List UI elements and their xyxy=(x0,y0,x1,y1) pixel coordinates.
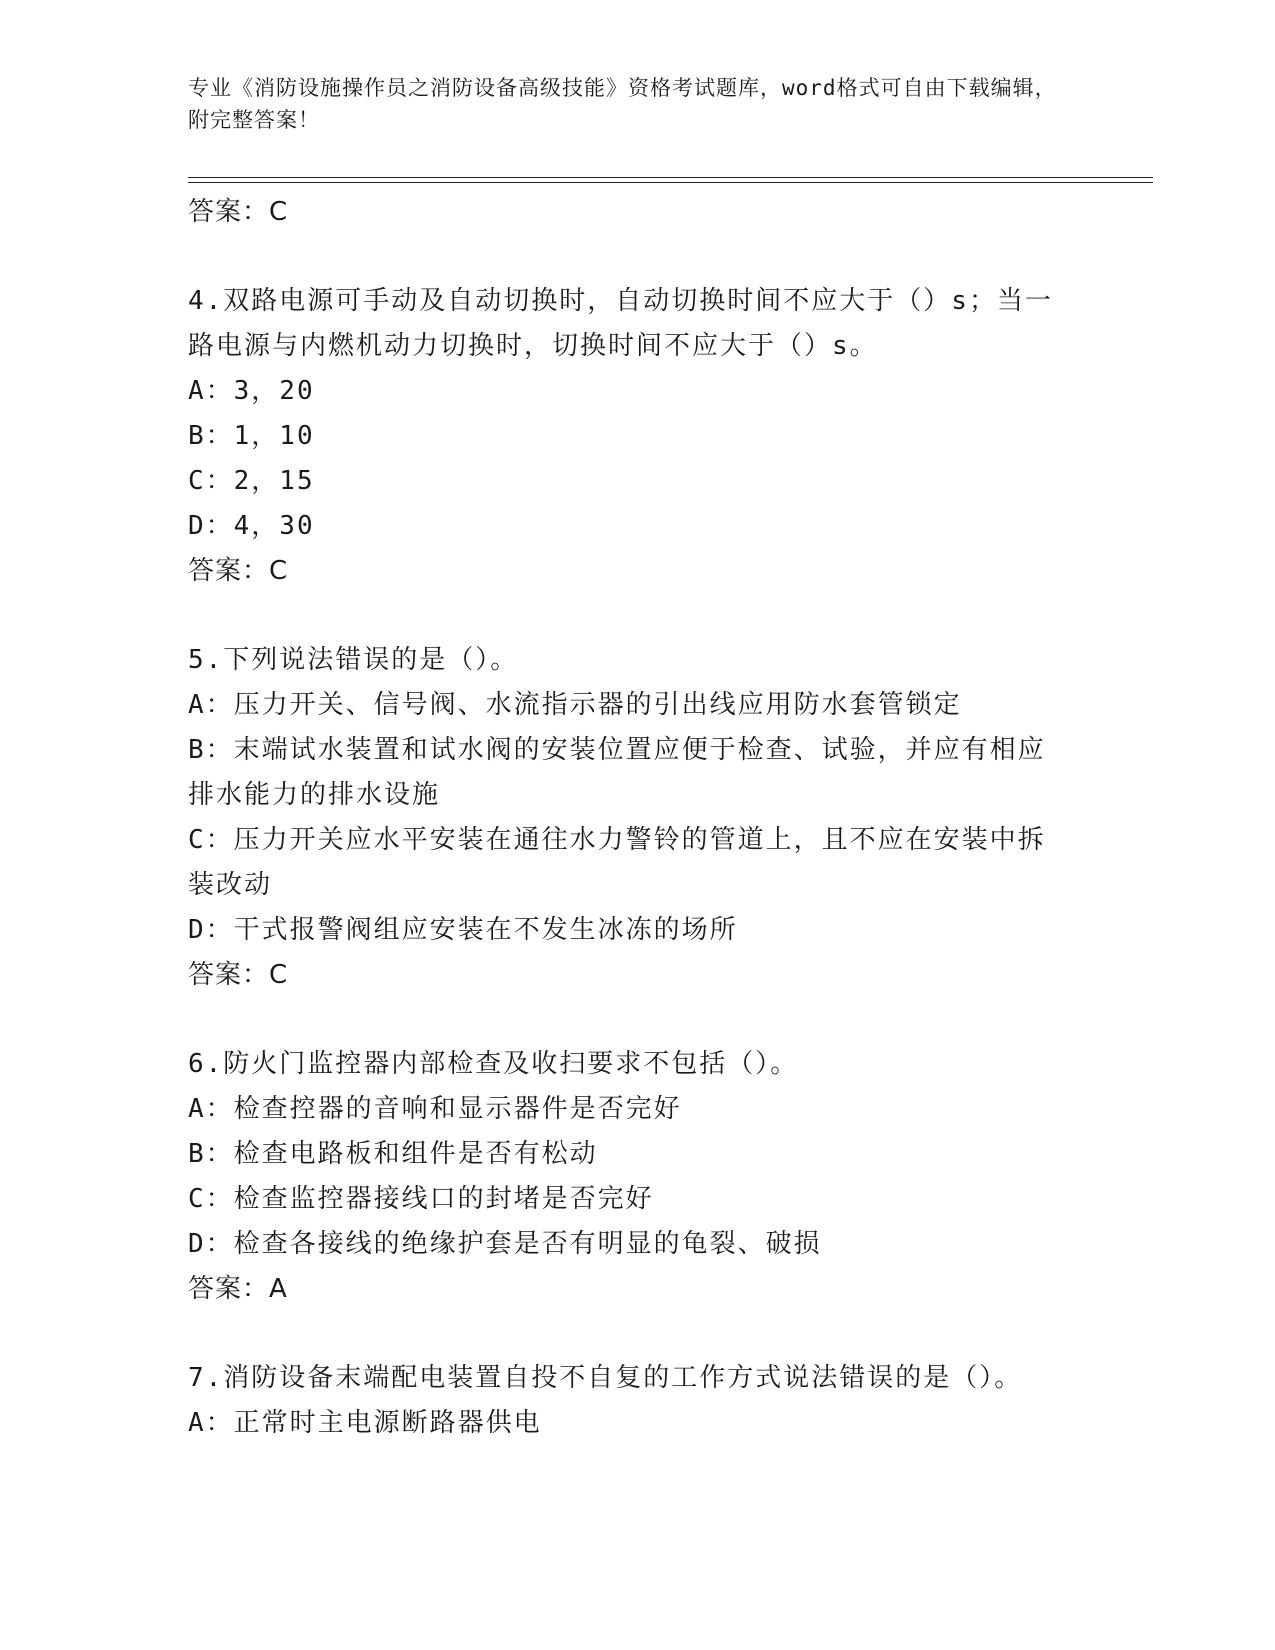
option-b: B：末端试水装置和试水阀的安装位置应便于检查、试验，并应有相应 xyxy=(188,735,1046,765)
option-a: A：检查控器的音响和显示器件是否完好 xyxy=(188,1094,682,1124)
question-stem: 6.防火门监控器内部检查及收扫要求不包括（）。 xyxy=(188,1049,799,1079)
option-b: B：1，10 xyxy=(188,421,315,451)
option-c-continued: 装改动 xyxy=(188,870,273,900)
question-stem: 路电源与内燃机动力切换时，切换时间不应大于（）s。 xyxy=(188,331,878,361)
option-d: D：4，30 xyxy=(188,511,315,541)
header-divider-line xyxy=(188,177,1153,178)
option-c: C：2，15 xyxy=(188,466,315,496)
answer-line: 答案：C xyxy=(188,197,289,227)
answer-line: 答案：C xyxy=(188,556,289,586)
question-content xyxy=(188,190,1078,1446)
option-a: A：压力开关、信号阀、水流指示器的引出线应用防水套管锁定 xyxy=(188,690,962,720)
question-block xyxy=(188,638,1078,998)
option-a: A：3，20 xyxy=(188,376,315,406)
answer-line: 答案：C xyxy=(188,960,289,990)
option-b: B：检查电路板和组件是否有松动 xyxy=(188,1139,598,1169)
option-c: C：检查监控器接线口的封堵是否完好 xyxy=(188,1184,654,1214)
option-a: A：正常时主电源断路器供电 xyxy=(188,1408,542,1438)
question-stem: 5.下列说法错误的是（）。 xyxy=(188,645,519,675)
question-block xyxy=(188,1356,1078,1446)
question-block xyxy=(188,279,1078,594)
option-d: D：检查各接线的绝缘护套是否有明显的龟裂、破损 xyxy=(188,1229,822,1259)
option-c: C：压力开关应水平安装在通往水力警铃的管道上，且不应在安装中拆 xyxy=(188,825,1046,855)
option-b-continued: 排水能力的排水设施 xyxy=(188,780,441,810)
header-divider-line xyxy=(188,182,1153,183)
question-stem: 7.消防设备末端配电装置自投不自复的工作方式说法错误的是（）。 xyxy=(188,1363,1023,1393)
document-header: 专业《消防设施操作员之消防设备高级技能》资格考试题库，word格式可自由下载编辑，附完整答案！ xyxy=(188,76,1057,132)
option-d: D：干式报警阀组应安装在不发生冰冻的场所 xyxy=(188,915,738,945)
question-stem: 4.双路电源可手动及自动切换时，自动切换时间不应大于（）s；当一 xyxy=(188,286,1053,316)
question-block xyxy=(188,1042,1078,1312)
answer-line: 答案：A xyxy=(188,1274,288,1304)
